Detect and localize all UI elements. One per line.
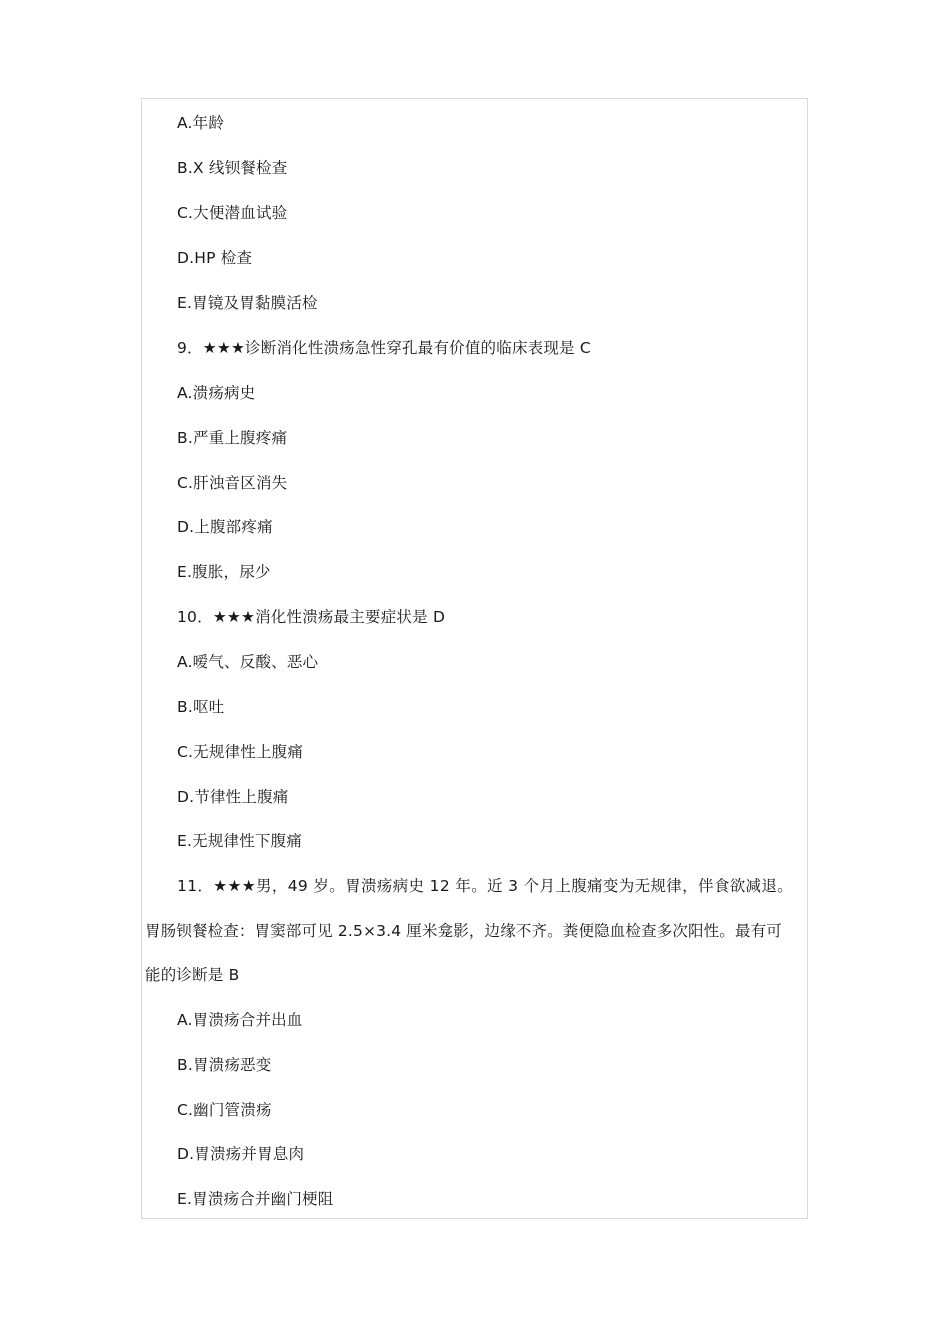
q11-option-b: B.胃溃疡恶变	[177, 1056, 272, 1074]
q10-option-c: C.无规律性上腹痛	[177, 743, 304, 761]
q8-option-b: B.X 线钡餐检查	[177, 159, 288, 177]
q9-option-b: B.严重上腹疼痛	[177, 429, 288, 447]
q11-option-e: E.胃溃疡合并幽门梗阻	[177, 1190, 334, 1208]
q8-option-a: A.年龄	[177, 114, 225, 132]
q11-stem-line2: 胃肠钡餐检查：胃窦部可见 2.5×3.4 厘米龛影，边缘不齐。粪便隐血检查多次阳性。最有可	[145, 922, 782, 940]
q11-option-c: C.幽门管溃疡	[177, 1101, 272, 1119]
q11-stem-line1: 11．★★★男，49 岁。胃溃疡病史 12 年。近 3 个月上腹痛变为无规律，伴食欲减退。	[177, 877, 794, 895]
q11-option-d: D.胃溃疡并胃息肉	[177, 1145, 305, 1163]
q9-option-e: E.腹胀，尿少	[177, 563, 271, 581]
q8-option-c: C.大便潜血试验	[177, 204, 288, 222]
q9-option-a: A.溃疡病史	[177, 384, 256, 402]
q10-option-d: D.节律性上腹痛	[177, 788, 289, 806]
q8-option-d: D.HP 检查	[177, 249, 253, 267]
q10-stem: 10．★★★消化性溃疡最主要症状是 D	[177, 608, 446, 626]
q8-option-e: E.胃镜及胃黏膜活检	[177, 294, 318, 312]
q10-option-b: B.呕吐	[177, 698, 225, 716]
q11-option-a: A.胃溃疡合并出血	[177, 1011, 303, 1029]
q9-option-d: D.上腹部疼痛	[177, 518, 273, 536]
q11-stem-line3: 能的诊断是 B	[145, 966, 240, 984]
q9-option-c: C.肝浊音区消失	[177, 474, 288, 492]
q10-option-e: E.无规律性下腹痛	[177, 832, 303, 850]
q9-stem: 9．★★★诊断消化性溃疡急性穿孔最有价值的临床表现是 C	[177, 339, 591, 357]
q10-option-a: A.嗳气、反酸、恶心	[177, 653, 319, 671]
